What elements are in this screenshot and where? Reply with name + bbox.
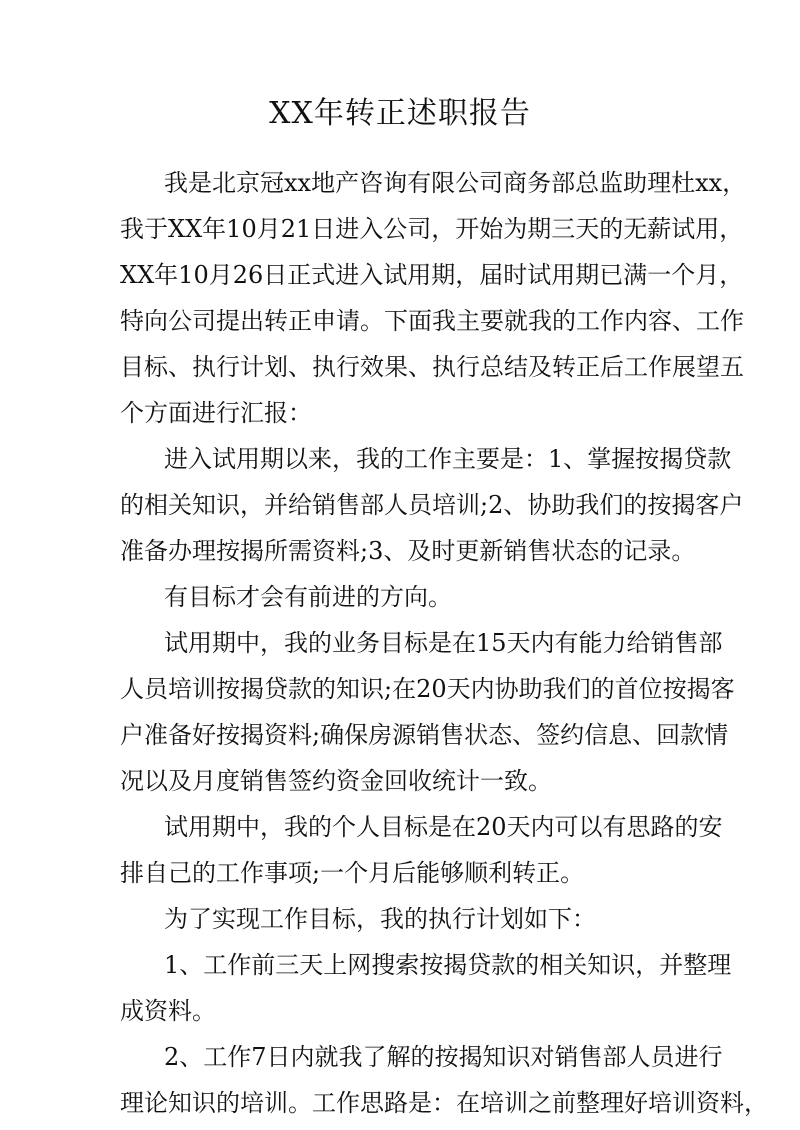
paragraph-line: 理论知识的培训。工作思路是：在培训之前整理好培训资料，: [120, 1089, 768, 1117]
paragraph-line: XX年10月26日正式进入试用期，届时试用期已满一个月，: [120, 261, 744, 289]
paragraph-line: 况以及月度销售签约资金回收统计一致。: [120, 767, 552, 795]
paragraph-line: 我是北京冠xx地产咨询有限公司商务部总监助理杜xx，: [164, 169, 747, 197]
paragraph-line: 准备办理按揭所需资料;3、及时更新销售状态的记录。: [120, 537, 696, 565]
paragraph-line: 试用期中，我的个人目标是在20天内可以有思路的安: [164, 813, 723, 841]
document-title: XX年转正述职报告: [269, 96, 531, 131]
paragraph-line: 有目标才会有前进的方向。: [164, 583, 452, 611]
paragraph-line: 户准备好按揭资料;确保房源销售状态、签约信息、回款情: [120, 721, 729, 749]
paragraph-line: 特向公司提出转正申请。下面我主要就我的工作内容、工作: [120, 307, 744, 335]
paragraph-line: 为了实现工作目标，我的执行计划如下：: [164, 905, 596, 933]
paragraph-line: 目标、执行计划、执行效果、执行总结及转正后工作展望五: [120, 353, 744, 381]
paragraph-line: 个方面进行汇报：: [120, 399, 312, 427]
paragraph-line: 1、工作前三天上网搜索按揭贷款的相关知识，并整理: [164, 951, 732, 979]
paragraph-line: 人员培训按揭贷款的知识;在20天内协助我们的首位按揭客: [120, 675, 735, 703]
paragraph-line: 成资料。: [120, 997, 216, 1025]
paragraph-line: 试用期中，我的业务目标是在15天内有能力给销售部: [164, 629, 723, 657]
paragraph-line: 排自己的工作事项;一个月后能够顺利转正。: [120, 859, 585, 887]
paragraph-line: 的相关知识，并给销售部人员培训;2、协助我们的按揭客户: [120, 491, 744, 519]
paragraph-line: 进入试用期以来，我的工作主要是：1、掌握按揭贷款: [164, 445, 732, 473]
paragraph-line: 我于XX年10月21日进入公司，开始为期三天的无薪试用，: [120, 215, 744, 243]
paragraph-line: 2、工作7日内就我了解的按揭知识对销售部人员进行: [164, 1043, 723, 1071]
